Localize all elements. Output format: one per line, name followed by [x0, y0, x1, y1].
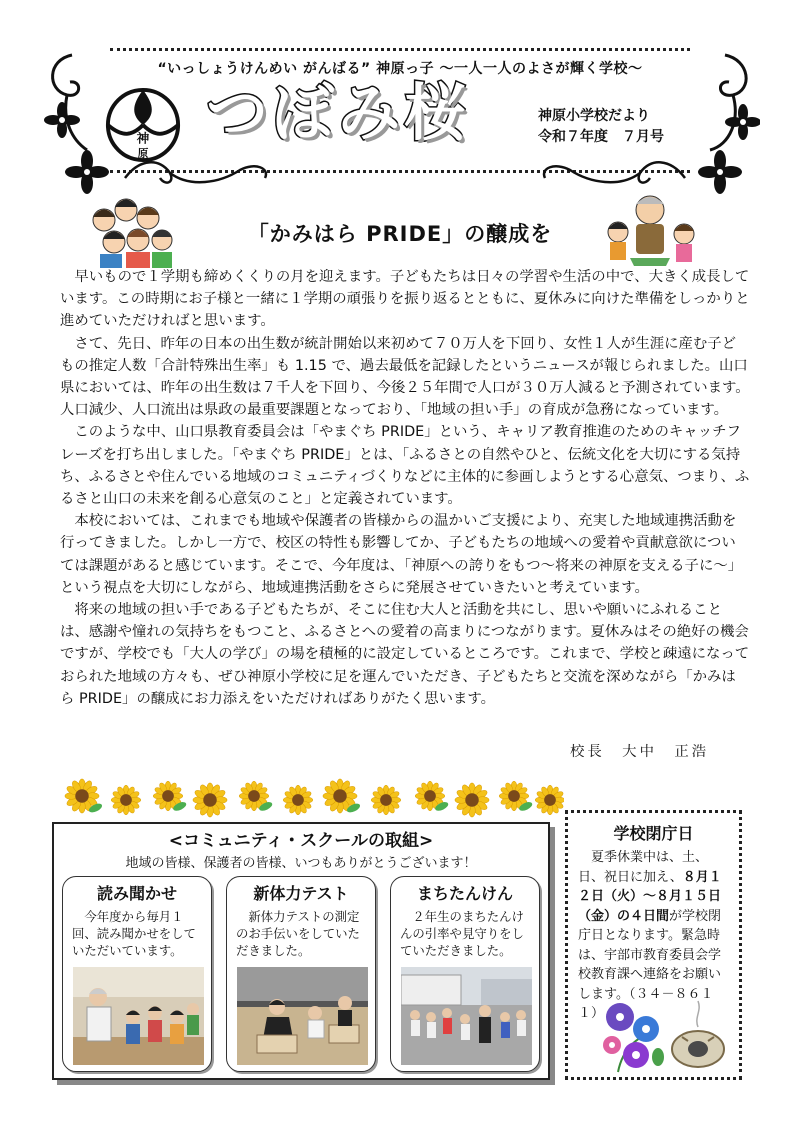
school-name: 神原小学校だより [538, 108, 650, 124]
activity-card-fitness-test [226, 876, 376, 1072]
principal-signature: 校長 大中 正浩 [570, 744, 710, 760]
card-title: 新体力テスト [253, 884, 349, 903]
school-closure-notice [565, 810, 742, 1080]
sunflower-icon [111, 785, 141, 815]
activity-card-reading [62, 876, 212, 1072]
sunflower-icon [535, 785, 564, 815]
newsletter-header [40, 40, 760, 210]
sunflower-icon [371, 785, 401, 815]
sunflower-icon [415, 781, 449, 812]
closure-dates: ８月１２日（火）～８月１５日（金）の４日間 [578, 869, 722, 924]
sunflower-row-decoration [64, 778, 564, 818]
town-exploration-photo [401, 967, 532, 1065]
sunflower-icon [239, 781, 273, 812]
community-school-thanks: 地域の皆様、保護者の皆様、いつもありがとうございます！ [125, 856, 477, 871]
paragraph: 本校においては、これまでも地域や保護者の皆様からの温かいご支援により、充実した地域連携活動を行ってきました。しかし一方で、校区の特性も影響してか、子どもたちの地域への愛着や貢献意欲については課題があると感じています。そこで、今年度は、「神原への誇りをもつ～将来の神原を支える子に～」という視点を大切にしながら、地域連携活動をさらに発展させていきたいと考えています。 [60, 513, 743, 596]
closure-text-part: が学校閉庁日となります。緊急時は、宇部市教育委員会学校教育課へ連絡をお願いします。（３４－８６１１） [578, 908, 722, 1021]
issue-info [538, 106, 664, 148]
newsletter-title: つぼみ桜 [206, 76, 471, 149]
paragraph: さて、先日、昨年の日本の出生数が統計開始以来初めて７０万人を下回り、女性１人が生涯に産む子どもの推定人数「合計特殊出生率」も 1.15 で、過去最低を記録したというニュースが報じられました。山口県においては、昨年の出生数は７千人を下回り、今後２５年間で人口が３０万人減ると予測されています。人口減少、人口流出は県政の最重要課題となっており、「地域の担い手」の育成が急務になっています。 [60, 335, 750, 419]
community-school-section [52, 822, 550, 1080]
article-headline: 「かみはら PRIDE」の醸成を [247, 222, 553, 246]
sunflower-icon [193, 783, 227, 817]
sunflower-icon [499, 781, 533, 812]
fitness-test-photo [237, 967, 368, 1065]
reading-session-photo [73, 967, 204, 1065]
community-school-title: <コミュニティ・スクールの取組> [168, 831, 434, 851]
sunflower-icon [65, 779, 103, 814]
sunflower-icon [323, 779, 361, 814]
svg-text:神: 神 [136, 130, 150, 146]
school-emblem-icon [104, 86, 182, 164]
card-text: ２年生のまちたんけんの引率や見守りをしていただきました。 [400, 909, 524, 958]
sunflower-icon [455, 783, 489, 817]
issue-label: 令和７年度 ７月号 [538, 129, 664, 145]
closure-text-part: 夏季休業中は、土、日、祝日に加え、 [578, 850, 709, 885]
sunflower-icon [153, 781, 187, 812]
paragraph: 早いもので１学期も締めくくりの月を迎えます。子どもたちは日々の学習や生活の中で、大きく成長しています。この時期にお子様と一緒に１学期の頑張りを振り返るとともに、夏休みに向けた準備をしっかりと進めていただければと思います。 [60, 269, 750, 330]
sunflower-icon [283, 785, 313, 815]
card-text: 新体力テストの測定のお手伝いをしていただきました。 [236, 909, 360, 958]
morning-glory-and-mosquito-coil-illustration [598, 997, 728, 1077]
card-text: 今年度から毎月１回、読み聞かせをしていただいています。 [72, 909, 196, 958]
principal-message [60, 266, 750, 710]
svg-text:原: 原 [137, 147, 149, 161]
activity-card-town-exploration [390, 876, 540, 1072]
paragraph: このような中、山口県教育委員会は「やまぐち PRIDE」という、キャリア教育推進のためのキャッチフレーズを打ち出しました。「やまぐち PRIDE」とは、「ふるさとの自然やひと、伝統文化を大切にする気持ち、ふるさとや住んでいる地域のコミュニティづくりなどに主体的に参画しようとする心意気、つまり、ふるさと山口の未来を創る心意気のこと」と定義されています。 [60, 424, 750, 508]
card-title: まちたんけん [416, 884, 513, 903]
dotted-border-top [110, 48, 690, 51]
closure-title: 学校閉庁日 [613, 824, 694, 843]
paragraph: 将来の地域の担い手である子どもたちが、そこに住む大人と活動を共にし、思いや願いにふれることは、感謝や憧れの気持ちをもつこと、ふるさとへの愛着の高まりにつながります。夏休みはその絶好の機会ですが、学校でも「大人の学び」の場を積極的に設定しているところです。これまで、学校と疎遠になっておられた地域の方々も、ぜひ神原小学校に足を運んでいただき、子どもたちと交流を深めながら「かみはら PRIDE」の醸成にお力添えをいただければありがたく思います。 [60, 602, 750, 707]
swirl-ornament-bottom-right [520, 158, 690, 188]
school-motto: “いっしょうけんめい がんばる” 神原っ子 ～一人一人のよさが輝く学校～ [157, 61, 643, 77]
card-title: 読み聞かせ [96, 884, 177, 903]
